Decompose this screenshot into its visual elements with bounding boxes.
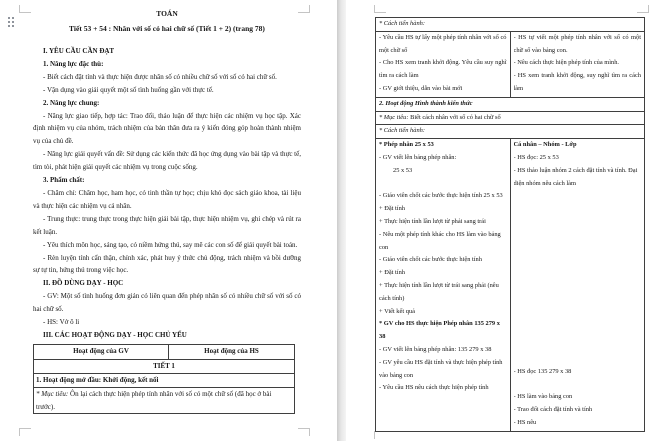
goal-text: Biết cách nhân với số có hai chữ số (408, 113, 501, 121)
activity-1-title: 1. Hoạt động mở đầu: Khởi động, kết nối (34, 373, 295, 387)
gv-step: - Yêu cầu HS nêu cách thực hiện phép tính (379, 384, 489, 392)
table-row (34, 344, 295, 359)
hs-subheading: Cá nhân – Nhóm - Lớp (513, 141, 577, 149)
lesson-subtitle: Tiết 53 + 54 : Nhân với số có hai chữ số (Tiết 1 + 2) (trang 78) (69, 24, 265, 33)
gv-step: - Giáo viên chốt các bước thực hiện tính (379, 256, 482, 264)
paragraph: - Năng lực giao tiếp, hợp tác: Trao đổi, thảo luận để thực hiện các nhiệm vụ học tập. Xác định nhiệm vụ của nhóm, trách nhiệm của bản thân đưa ra ý kiến đóng góp hoàn thành nhiệm vụ của chủ đề. (33, 111, 301, 146)
paragraph: - Chăm chỉ: Chăm học, ham học, có tinh thần tự học; chịu khó đọc sách giáo khoa, tài liệu và thực hiện các nhiệm vụ cá nhân. (33, 188, 301, 210)
paragraph: - Năng lực giải quyết vấn đề: Sử dụng các kiến thức đã học ứng dụng vào bài tập và thực tế, tìm tòi, phát hiện giải quyết các nhiệm vụ trong cuộc sống. (33, 150, 301, 172)
paragraph: - Yêu thích môn học, sáng tạo, có niềm hứng thú, say mê các con số để giải quyết bài toán. (43, 240, 298, 249)
gv-subheading: * GV cho HS thực hiện Phép nhân 135 279 x 38 (379, 320, 500, 341)
table-row (34, 359, 295, 373)
table-row (376, 139, 645, 432)
gv-step: - GV giới thiệu, dẫn vào bài mới (379, 84, 463, 92)
gv-step: 25 x 53 (393, 166, 413, 174)
crop-mark (374, 431, 386, 439)
gv-step: + Viết kết quả (379, 307, 415, 315)
hs-step: - HS tự viết một phép tính nhân với số có một chữ số vào bảng con. (513, 33, 641, 54)
page-title: TOÁN (156, 9, 178, 18)
hs-step: - Trao đổi cách đặt tính và tính (513, 405, 593, 413)
table-row (34, 387, 295, 414)
goal-label: * Mục tiêu: (379, 113, 409, 121)
tiet-1-row: TIẾT 1 (34, 359, 295, 373)
gv-step: - Giáo viên chốt các bước thực hiện tính 25 x 53 (379, 192, 503, 200)
activity-1-goal (34, 387, 295, 414)
section-heading-1: I. YÊU CẦU CẦN ĐẠT (43, 47, 115, 55)
gv-cell (376, 31, 511, 97)
paragraph: - HS: Vở ô li (43, 318, 80, 327)
gv-step: + Đặt tính (379, 205, 405, 213)
hs-step: - HS nêu (513, 418, 537, 426)
table-drag-handle-icon[interactable] (8, 17, 16, 31)
gv-step: - GV viết lên bảng phép nhân: 135 279 x 38 (379, 345, 492, 353)
gv-step: + Thực hiện tính lần lượt từ trái sang phải (nêu cách tính) (379, 281, 499, 302)
goal-text: Ôn lại cách thực hiện phép tính nhân với số có một chữ số (đã học ở bài trước). (36, 389, 272, 411)
crop-mark (298, 428, 310, 436)
table-row (376, 31, 645, 97)
crop-mark (637, 5, 649, 13)
column-header-gv: Hoạt động của GV (34, 344, 169, 359)
hs-step: - HS đọc 135 279 x 38 (513, 368, 572, 376)
paragraph: - GV: Một số tình huống đơn giản có liên quan đến phép nhân số có nhiều chữ số với số có hai chữ số. (33, 292, 301, 314)
table-row (34, 373, 295, 387)
activities-table-continued (375, 17, 645, 432)
paragraph: - Trung thực: trung thực trong thực hiện giải bài tập, thực hiện nhiệm vụ, ghi chép và rút ra kết luận. (33, 214, 301, 236)
gv-step: - Yêu cầu HS tự lấy một phép tính nhân với số có một chữ số (379, 33, 507, 54)
section-heading-2: II. ĐỒ DÙNG DẠY - HỌC (43, 279, 124, 288)
method-row-1: * Cách tiến hành: (376, 18, 645, 32)
gv-cell (376, 139, 511, 432)
paragraph: - Biết cách đặt tính và thực hiện được nhân số có nhiều chữ số với số có hai chữ số. (43, 72, 277, 81)
activities-table (33, 344, 295, 415)
page-1-content (33, 6, 301, 414)
activity-2-goal (376, 111, 645, 125)
gv-step: - Cho HS xem tranh khởi động. Yêu cầu suy nghĩ tìm ra cách làm (379, 59, 507, 80)
page-gap-shadow (337, 0, 346, 441)
hs-step: - HS làm vào bảng con (513, 393, 573, 401)
gv-step: + Đặt tính (379, 269, 405, 277)
gv-step: - GV yêu cầu HS đặt tính và thực hiện phép tính vào bảng con (379, 358, 503, 379)
hs-cell (510, 31, 645, 97)
table-row (376, 97, 645, 111)
hs-step: - Nêu cách thực hiện phép tính của mình. (513, 59, 620, 67)
subsection-heading: 2. Năng lực chung: (43, 98, 100, 107)
goal-label: * Mục tiêu: (36, 389, 69, 398)
subsection-heading: 3. Phẩm chất: (43, 176, 85, 185)
gv-subheading: * Phép nhân 25 x 53 (379, 141, 434, 149)
subsection-heading: 1. Năng lực đặc thù: (43, 59, 104, 68)
crop-mark (374, 5, 386, 13)
crop-mark (19, 5, 31, 13)
column-header-hs: Hoạt động của HS (169, 344, 295, 359)
paragraph: - Rèn luyện tính cẩn thận, chính xác, phát huy ý thức chủ động, trách nhiệm và bồi dưỡng sự tự tin, hứng thú trong việc học. (33, 253, 301, 275)
gv-step: - GV viết lên bảng phép nhân: (379, 153, 457, 161)
hs-step: - HS thảo luận nhóm 2 cách đặt tính và tính. Đại diện nhóm nêu cách làm (513, 166, 638, 187)
table-row (376, 125, 645, 139)
hs-step: - HS đọc: 25 x 53 (513, 153, 559, 161)
table-row (376, 18, 645, 32)
page-2[interactable] (346, 0, 650, 441)
section-heading-3: III. CÁC HOẠT ĐỘNG DẠY - HỌC CHỦ YẾU (43, 330, 187, 339)
gv-step: - Nêu một phép tính khác cho HS làm vào bảng con (379, 230, 501, 251)
gv-step: + Thực hiện tính lần lượt từ phải sang trái (379, 217, 486, 225)
crop-mark (19, 428, 31, 436)
table-row (376, 111, 645, 125)
activity-2-title: 2. Hoạt động Hình thành kiến thức (376, 97, 645, 111)
hs-cell (510, 139, 645, 432)
method-row-2: * Cách tiến hành: (376, 125, 645, 139)
hs-step: - HS xem tranh khởi động, suy nghĩ tìm ra cách làm (513, 72, 641, 92)
paragraph: - Vận dụng vào giải quyết một số tình huống gần với thực tế. (43, 85, 214, 94)
